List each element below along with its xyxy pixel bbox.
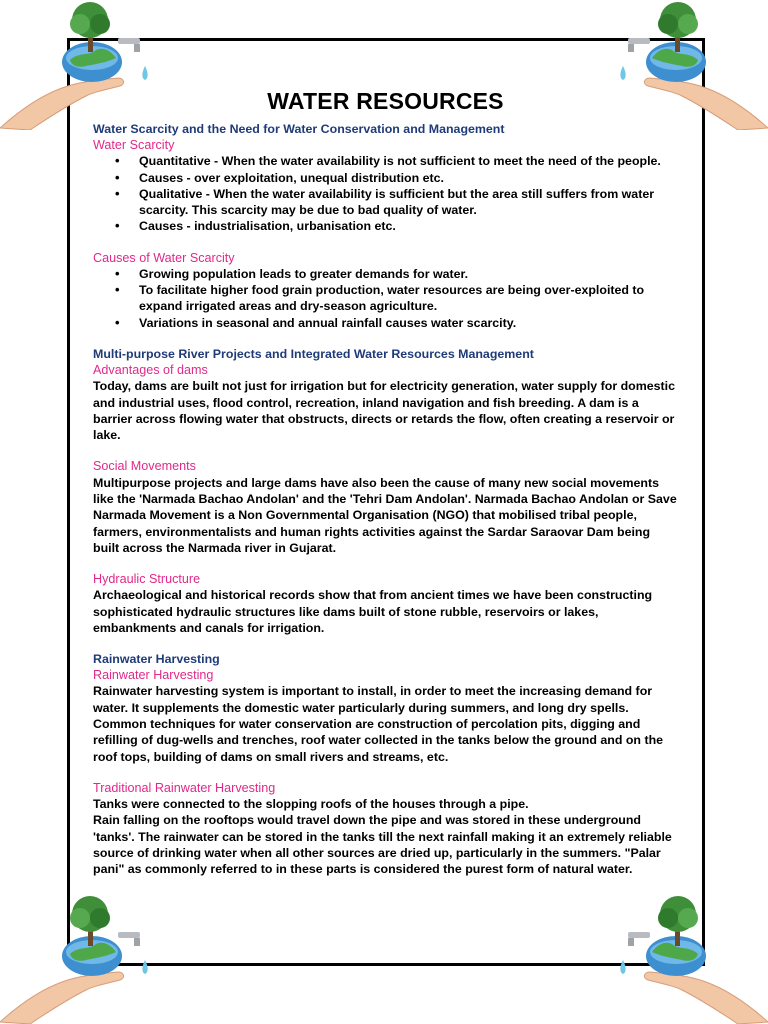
document-content — [93, 88, 678, 878]
sub-heading: Hydraulic Structure — [93, 572, 201, 587]
sub-heading: Traditional Rainwater Harvesting — [93, 780, 276, 795]
section-heading: Water Scarcity and the Need for Water Conservation and Management — [93, 122, 505, 136]
sub-heading: Social Movements — [93, 459, 196, 474]
paragraph: Today, dams are built not just for irrigation but for electricity generation, water supply for domestic and industrial uses, flood control, recreation, inland navigation and fish breeding. A dam is a barrier across flowing water that obstructs, directs or retards the flow, often creating a reservoir or lake. — [93, 379, 675, 443]
bullet-list — [93, 266, 678, 331]
sub-heading: Rainwater Harvesting — [93, 668, 214, 683]
sub-heading: Advantages of dams — [93, 363, 208, 378]
sub-heading: Water Scarcity — [93, 138, 175, 152]
bullet-list — [93, 153, 678, 234]
section-heading: Rainwater Harvesting — [93, 652, 220, 667]
page-title: WATER RESOURCES — [267, 88, 504, 114]
list-item: • Causes - over exploitation, unequal distribution etc. — [139, 170, 678, 186]
list-item: • Qualitative - When the water availability is sufficient but the area still suffers from water scarcity. This scarcity may be due to bad quality of water. — [139, 186, 678, 219]
sub-heading: Causes of Water Scarcity — [93, 250, 235, 265]
section-heading: Multi-purpose River Projects and Integrated Water Resources Management — [93, 347, 534, 362]
paragraph: Archaeological and historical records show that from ancient times we have been constructing sophisticated hydraulic structures like dams built of stone rubble, reservoirs or lakes, embankments and canals for irrigation. — [93, 588, 653, 635]
paragraph: Tanks were connected to the slopping roofs of the houses through a pipe. — [93, 797, 529, 812]
hand-globe-tree-tap-icon — [618, 894, 768, 1024]
hand-globe-tree-tap-icon — [0, 894, 150, 1024]
list-item: • Causes - industrialisation, urbanisation etc. — [139, 218, 678, 234]
list-item: • Variations in seasonal and annual rainfall causes water scarcity. — [139, 315, 678, 331]
paragraph: Rain falling on the rooftops would travel down the pipe and was stored in these underground 'tanks'. The rainwater can be stored in the tanks till the next rainfall making it an extremely reliable source of drinking water when all other sources are dried up, particularly in the summers. "Palar pani" as commonly referred to in these parts is considered the purest form of natural water. — [93, 813, 672, 877]
list-item: • Growing population leads to greater demands for water. — [139, 266, 678, 282]
paragraph: Rainwater harvesting system is important to install, in order to meet the increasing demand for water. It supplements the domestic water particularly during summers, and long dry spells. Common techniques for water conservation are construction of percolation pits, digging and refilling of dug-wells and trenches, roof water collected in the tanks below the ground and on the roof tops, building of dams on small rivers and streams, etc. — [93, 684, 664, 764]
list-item: • Quantitative - When the water availability is not sufficient to meet the need of the people. — [139, 153, 678, 169]
list-item: • To facilitate higher food grain production, water resources are being over-exploited to expand irrigated areas and dry-season agriculture. — [139, 282, 678, 315]
paragraph: Multipurpose projects and large dams have also been the cause of many new social movements like the 'Narmada Bachao Andolan' and the 'Tehri Dam Andolan'. Narmada Bachao Andolan or Save Narmada Movement is a Non Governmental Organisation (NGO) that mobilised tribal people, farmers, environmentalists and human rights activities against the Sardar Saraovar Dam being built across the Narmada river in Gujarat. — [93, 475, 677, 555]
